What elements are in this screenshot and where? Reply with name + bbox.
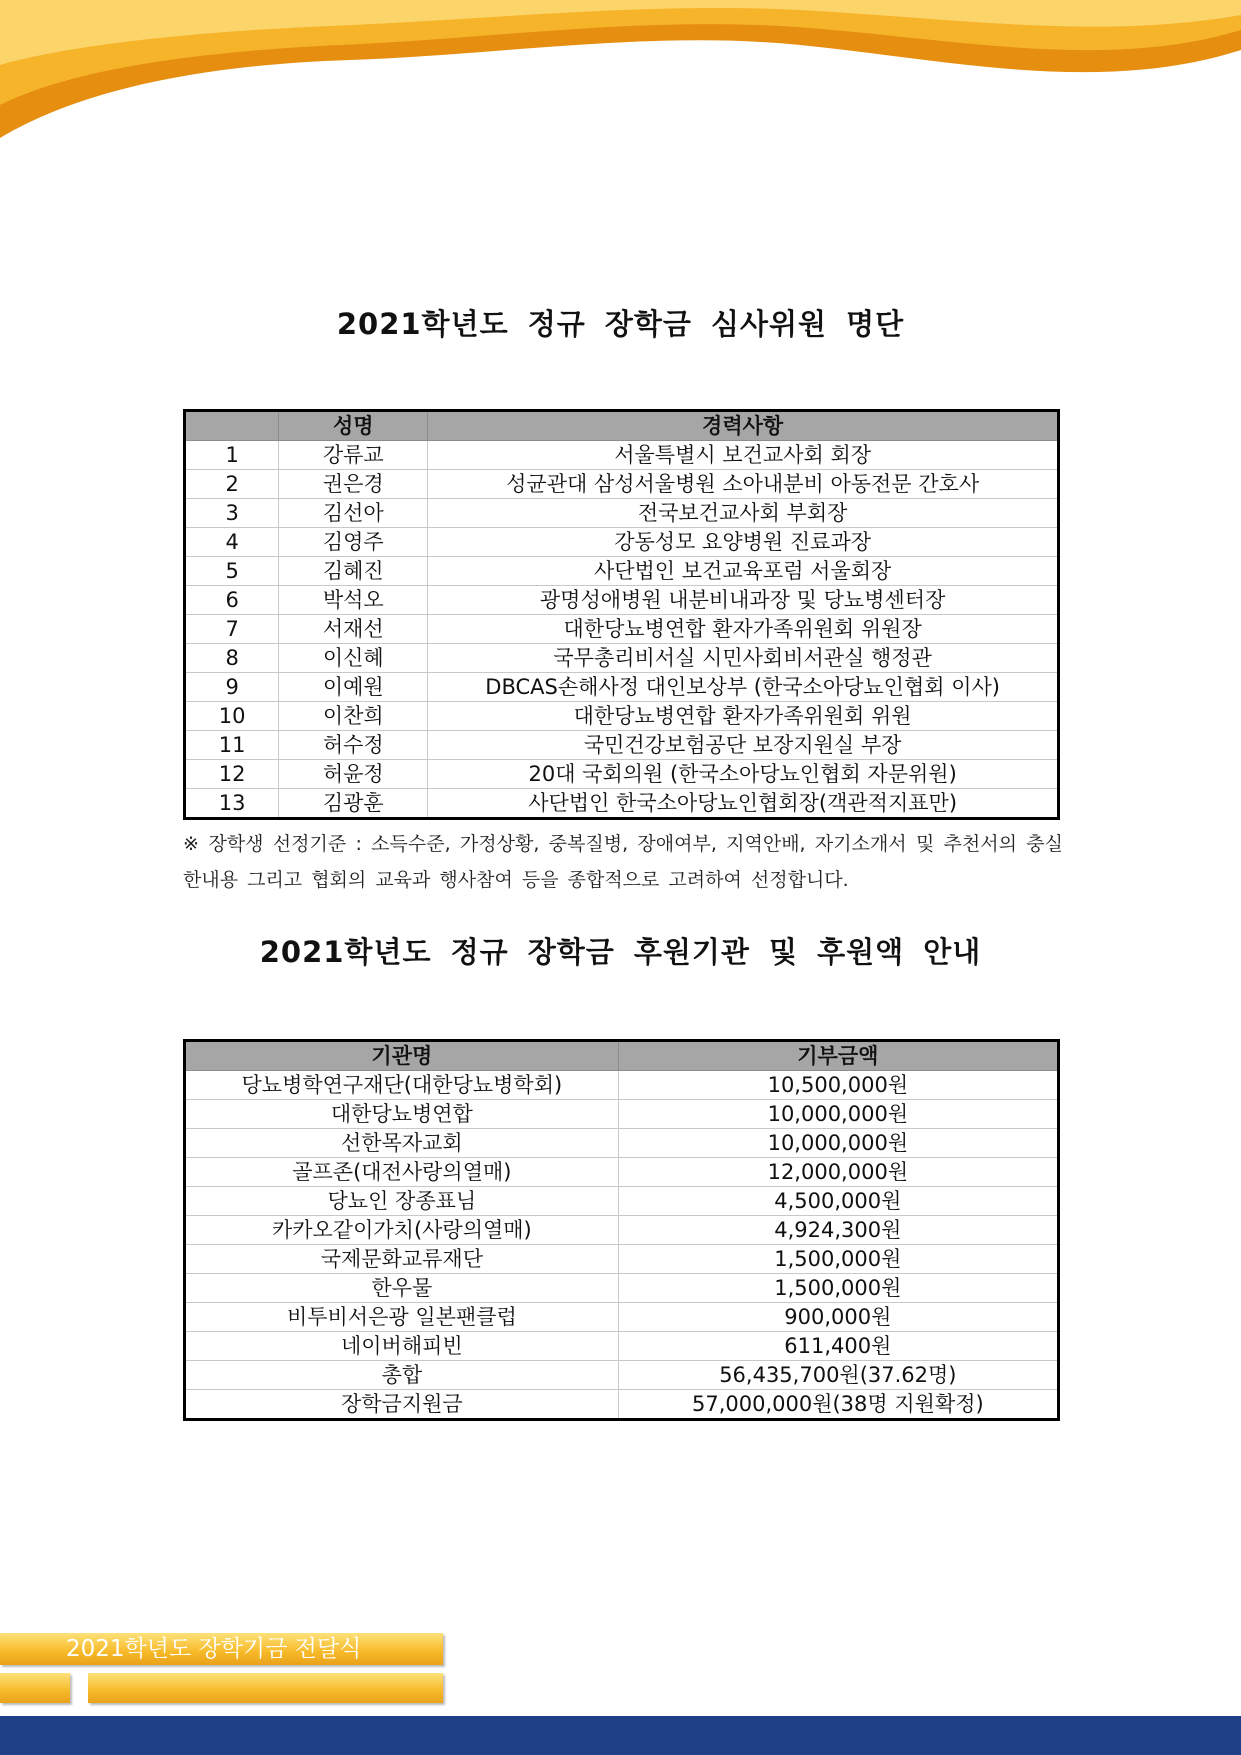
sponsors-header-row <box>185 1041 1059 1071</box>
cell-no: 1 <box>185 441 279 470</box>
table-row <box>185 644 1059 673</box>
cell-amount: 1,500,000원 <box>618 1274 1058 1303</box>
cell-no: 11 <box>185 731 279 760</box>
cell-amount: 12,000,000원 <box>618 1158 1058 1187</box>
cell-career: 20대 국회의원 (한국소아당뇨인협회 자문위원) <box>428 760 1059 789</box>
cell-name: 이예원 <box>279 673 428 702</box>
cell-organization: 선한목자교회 <box>185 1129 619 1158</box>
footer-label: 2021학년도 장학기금 전달식 <box>66 1636 362 1662</box>
cell-amount: 56,435,700원(37.62명) <box>618 1361 1058 1390</box>
cell-amount: 4,500,000원 <box>618 1187 1058 1216</box>
header-career: 경력사항 <box>428 411 1059 441</box>
table-row <box>185 1274 1059 1303</box>
cell-career: 전국보건교사회 부회장 <box>428 499 1059 528</box>
table-row <box>185 673 1059 702</box>
header-amount: 기부금액 <box>618 1041 1058 1071</box>
table-row <box>185 557 1059 586</box>
cell-no: 5 <box>185 557 279 586</box>
committee-table <box>183 409 1060 820</box>
header-name: 성명 <box>279 411 428 441</box>
table-row <box>185 1216 1059 1245</box>
table-row <box>185 1187 1059 1216</box>
committee-header-row <box>185 411 1059 441</box>
cell-career: 광명성애병원 내분비내과장 및 당뇨병센터장 <box>428 586 1059 615</box>
table-row <box>185 615 1059 644</box>
table-row <box>185 1100 1059 1129</box>
cell-organization: 총합 <box>185 1361 619 1390</box>
sponsors-table <box>183 1039 1060 1421</box>
cell-no: 6 <box>185 586 279 615</box>
cell-no: 2 <box>185 470 279 499</box>
committee-title: 2021학년도 정규 장학금 심사위원 명단 <box>336 307 905 341</box>
table-row <box>185 528 1059 557</box>
cell-organization: 네이버해피빈 <box>185 1332 619 1361</box>
table-row <box>185 760 1059 789</box>
cell-no: 10 <box>185 702 279 731</box>
table-row <box>185 586 1059 615</box>
cell-no: 8 <box>185 644 279 673</box>
footer-bar-small <box>0 1673 70 1703</box>
cell-no: 4 <box>185 528 279 557</box>
cell-career: DBCAS손해사정 대인보상부 (한국소아당뇨인협회 이사) <box>428 673 1059 702</box>
table-row <box>185 1245 1059 1274</box>
cell-amount: 10,000,000원 <box>618 1129 1058 1158</box>
table-row <box>185 1071 1059 1100</box>
table-row <box>185 499 1059 528</box>
cell-amount: 611,400원 <box>618 1332 1058 1361</box>
cell-amount: 10,500,000원 <box>618 1071 1058 1100</box>
cell-name: 서재선 <box>279 615 428 644</box>
cell-name: 박석오 <box>279 586 428 615</box>
table-row <box>185 1332 1059 1361</box>
cell-amount: 10,000,000원 <box>618 1100 1058 1129</box>
table-row <box>185 1158 1059 1187</box>
cell-no: 9 <box>185 673 279 702</box>
table-row <box>185 1303 1059 1332</box>
top-wave-banner <box>0 0 1241 140</box>
cell-organization: 국제문화교류재단 <box>185 1245 619 1274</box>
cell-no: 7 <box>185 615 279 644</box>
cell-name: 권은경 <box>279 470 428 499</box>
cell-organization: 골프존(대전사랑의열매) <box>185 1158 619 1187</box>
cell-organization: 당뇨병학연구재단(대한당뇨병학회) <box>185 1071 619 1100</box>
cell-career: 대한당뇨병연합 환자가족위원회 위원 <box>428 702 1059 731</box>
cell-amount: 900,000원 <box>618 1303 1058 1332</box>
cell-career: 사단법인 한국소아당뇨인협회장(객관적지표만) <box>428 789 1059 819</box>
cell-organization: 장학금지원금 <box>185 1390 619 1420</box>
cell-name: 허윤정 <box>279 760 428 789</box>
sponsors-title: 2021학년도 정규 장학금 후원기관 및 후원액 안내 <box>259 935 982 969</box>
cell-name: 강류교 <box>279 441 428 470</box>
selection-criteria-note: ※ 장학생 선정기준 : 소득수준, 가정상황, 중복질병, 장애여부, 지역안배, 자기소개서 및 추천서의 충실한내용 그리고 협회의 교육과 행사참여 등을 종합적으로 고려하여 선정합니다. <box>183 833 1063 891</box>
cell-amount: 57,000,000원(38명 지원확정) <box>618 1390 1058 1420</box>
table-row <box>185 702 1059 731</box>
cell-career: 사단법인 보건교육포럼 서울회장 <box>428 557 1059 586</box>
cell-name: 김혜진 <box>279 557 428 586</box>
cell-organization: 한우물 <box>185 1274 619 1303</box>
cell-organization: 대한당뇨병연합 <box>185 1100 619 1129</box>
cell-career: 성균관대 삼성서울병원 소아내분비 아동전문 간호사 <box>428 470 1059 499</box>
cell-organization: 당뇨인 장종표님 <box>185 1187 619 1216</box>
cell-name: 이찬희 <box>279 702 428 731</box>
cell-no: 13 <box>185 789 279 819</box>
cell-organization: 비투비서은광 일본팬클럽 <box>185 1303 619 1332</box>
footer-bar-long <box>88 1673 443 1703</box>
table-row <box>185 470 1059 499</box>
table-row <box>185 1390 1059 1420</box>
cell-no: 3 <box>185 499 279 528</box>
table-row <box>185 441 1059 470</box>
header-organization: 기관명 <box>185 1041 619 1071</box>
cell-name: 이신혜 <box>279 644 428 673</box>
cell-career: 국무총리비서실 시민사회비서관실 행정관 <box>428 644 1059 673</box>
cell-amount: 1,500,000원 <box>618 1245 1058 1274</box>
cell-name: 김광훈 <box>279 789 428 819</box>
cell-name: 김선아 <box>279 499 428 528</box>
table-row <box>185 789 1059 819</box>
cell-career: 서울특별시 보건교사회 회장 <box>428 441 1059 470</box>
cell-career: 강동성모 요양병원 진료과장 <box>428 528 1059 557</box>
header-no <box>185 411 279 441</box>
cell-name: 허수정 <box>279 731 428 760</box>
cell-career: 국민건강보험공단 보장지원실 부장 <box>428 731 1059 760</box>
table-row <box>185 1361 1059 1390</box>
cell-organization: 카카오같이가치(사랑의열매) <box>185 1216 619 1245</box>
footer-blue-band <box>0 1716 1241 1755</box>
cell-name: 김영주 <box>279 528 428 557</box>
table-row <box>185 731 1059 760</box>
cell-amount: 4,924,300원 <box>618 1216 1058 1245</box>
table-row <box>185 1129 1059 1158</box>
cell-no: 12 <box>185 760 279 789</box>
cell-career: 대한당뇨병연합 환자가족위원회 위원장 <box>428 615 1059 644</box>
